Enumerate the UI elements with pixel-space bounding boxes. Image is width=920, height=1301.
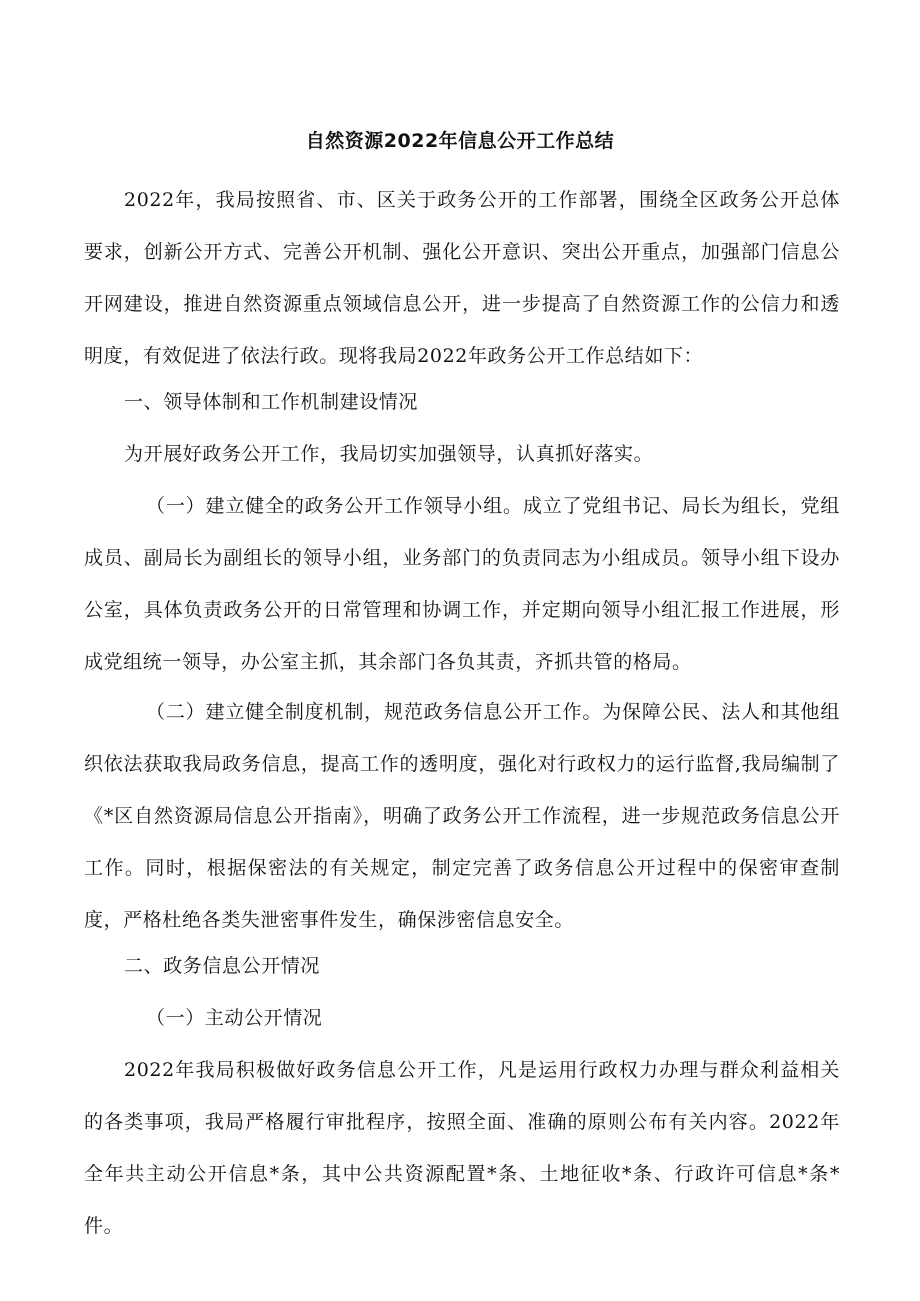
paragraph-intro: 2022年，我局按照省、市、区关于政务公开的工作部署，围绕全区政务公开总体要求，创新公开方式、完善公开机制、强化公开意识、突出公开重点，加强部门信息公开网建设，推进自然资源重点领域信息公开，进一步提高了自然资源工作的公信力和透明度，有效促进了依法行政。现将我局2022年政务公开工作总结如下： bbox=[84, 189, 840, 367]
paragraph-leadership: 为开展好政务公开工作，我局切实加强领导，认真抓好落实。 bbox=[124, 443, 654, 465]
document-title: 自然资源2022年信息公开工作总结 bbox=[305, 130, 615, 152]
subsection-heading-active-disclosure: （一）主动公开情况 bbox=[146, 1007, 323, 1029]
section-heading-2: 二、政务信息公开情况 bbox=[124, 955, 321, 977]
paragraph-leading-group: （一）建立健全的政务公开工作领导小组。成立了党组书记、局长为组长，党组成员、副局长为副组长的领导小组，业务部门的负责同志为小组成员。领导小组下设办公室，具体负责政务公开的日常管理和协调工作，并定期向领导小组汇报工作进展，形成党组统一领导，办公室主抓，其余部门各负其责，齐抓共管的格局。 bbox=[84, 495, 840, 673]
section-heading-1: 一、领导体制和工作机制建设情况 bbox=[124, 391, 419, 413]
paragraph-active-disclosure: 2022年我局积极做好政务信息公开工作，凡是运用行政权力办理与群众利益相关的各类事项，我局严格履行审批程序，按照全面、准确的原则公布有关内容。2022年全年共主动公开信息*条，其中公共资源配置*条、土地征收*条、行政许可信息*条*件。 bbox=[84, 1059, 840, 1237]
paragraph-system-mechanism: （二）建立健全制度机制，规范政务信息公开工作。为保障公民、法人和其他组织依法获取我局政务信息，提高工作的透明度，强化对行政权力的运行监督,我局编制了《*区自然资源局信息公开指南》，明确了政务公开工作流程，进一步规范政务信息公开工作。同时，根据保密法的有关规定，制定完善了政务信息公开过程中的保密审查制度，严格杜绝各类失泄密事件发生，确保涉密信息安全。 bbox=[84, 701, 840, 931]
